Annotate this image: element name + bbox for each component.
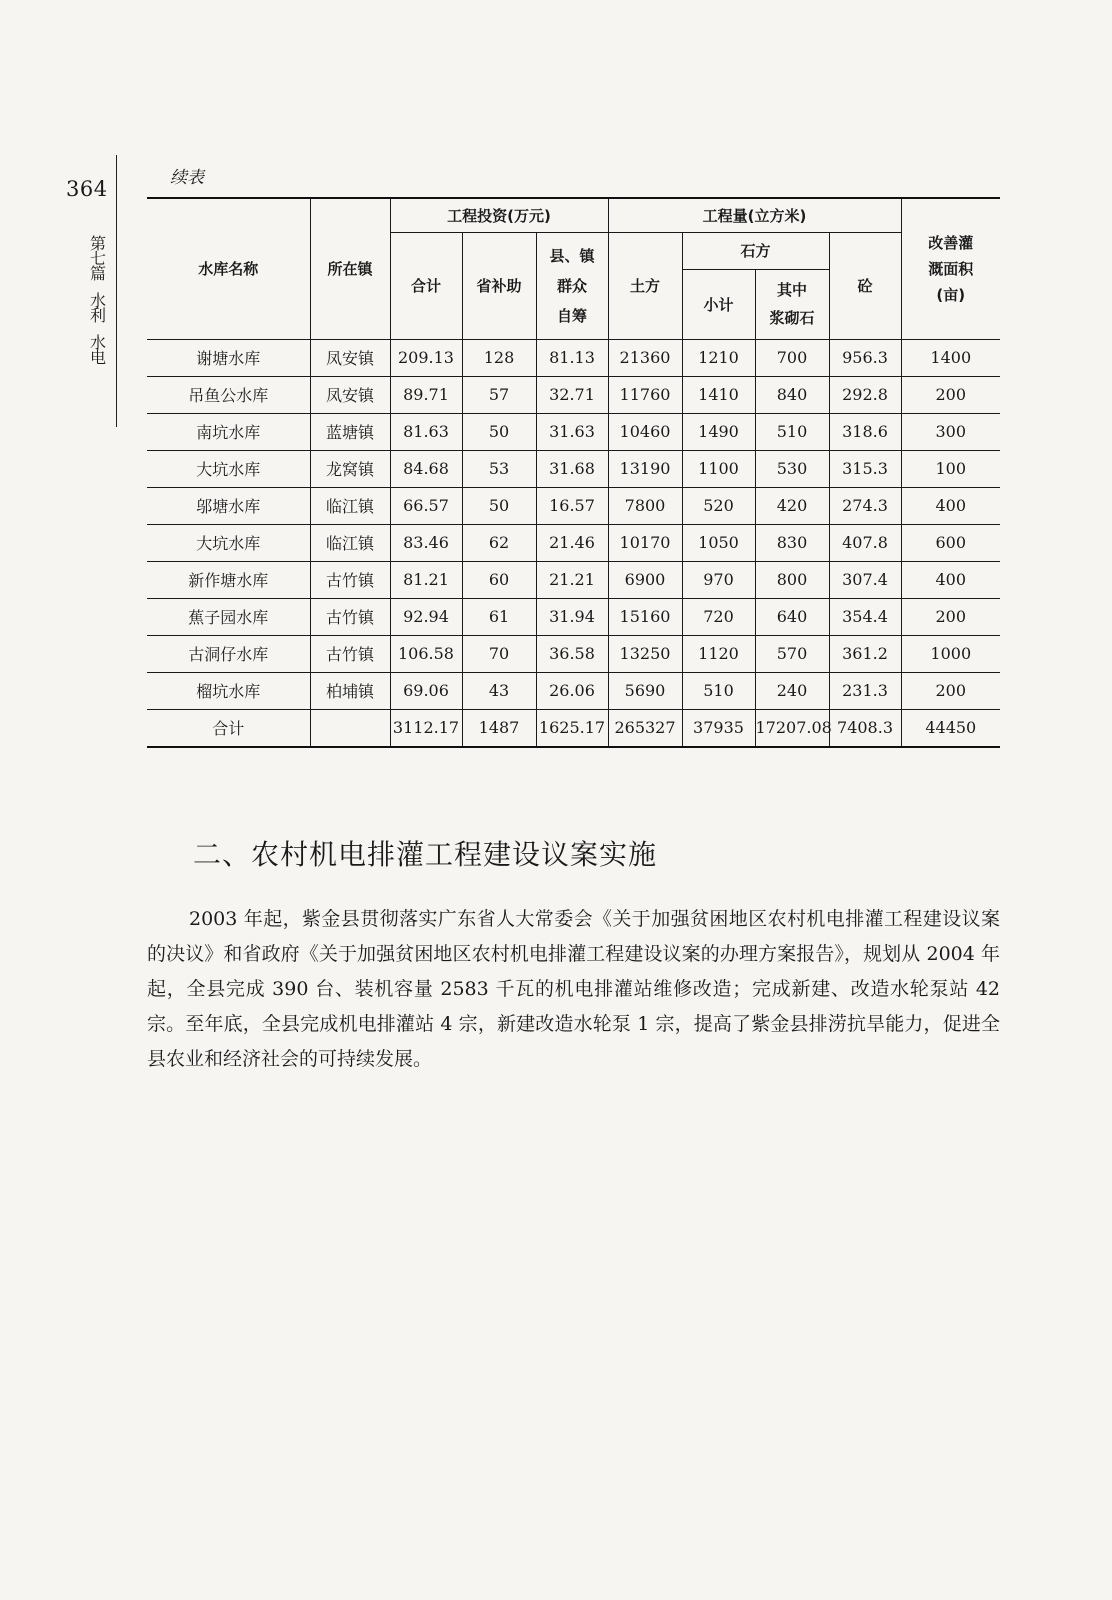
cell-stone-subtotal: 510 — [682, 672, 755, 709]
cell-earth: 10460 — [608, 413, 682, 450]
cell-concrete: 354.4 — [829, 598, 901, 635]
header-town: 所在镇 — [310, 198, 390, 339]
cell-name: 蕉子园水库 — [147, 598, 310, 635]
table-row — [147, 487, 1000, 524]
cell-self-raised: 16.57 — [536, 487, 608, 524]
table-row — [147, 672, 1000, 709]
cell-concrete: 956.3 — [829, 339, 901, 376]
cell-masonry: 800 — [755, 561, 829, 598]
cell-provincial: 50 — [462, 487, 536, 524]
cell-irrigation: 1400 — [901, 339, 1000, 376]
cell-concrete: 274.3 — [829, 487, 901, 524]
cell-town: 龙窝镇 — [310, 450, 390, 487]
cell-self-raised: 26.06 — [536, 672, 608, 709]
header-stone-subtotal: 小计 — [682, 269, 755, 339]
header-name: 水库名称 — [147, 198, 310, 339]
cell-irrigation: 400 — [901, 561, 1000, 598]
cell-town: 古竹镇 — [310, 635, 390, 672]
table-row — [147, 376, 1000, 413]
cell-irrigation: 200 — [901, 672, 1000, 709]
chapter-side-label — [78, 236, 118, 365]
side-label-char: 电 — [89, 348, 106, 367]
cell-town: 古竹镇 — [310, 598, 390, 635]
cell-stone-subtotal: 1120 — [682, 635, 755, 672]
cell-name: 合计 — [147, 709, 310, 747]
cell-earth: 13190 — [608, 450, 682, 487]
side-label-char: 七 — [89, 249, 106, 268]
cell-town: 临江镇 — [310, 524, 390, 561]
cell-name: 大坑水库 — [147, 450, 310, 487]
table-caption: 续表 — [170, 168, 204, 188]
cell-total: 209.13 — [390, 339, 462, 376]
cell-town: 凤安镇 — [310, 339, 390, 376]
table-row — [147, 635, 1000, 672]
cell-self-raised: 1625.17 — [536, 709, 608, 747]
table-row — [147, 598, 1000, 635]
cell-concrete: 315.3 — [829, 450, 901, 487]
table-row — [147, 339, 1000, 376]
cell-earth: 6900 — [608, 561, 682, 598]
cell-self-raised: 21.21 — [536, 561, 608, 598]
cell-total: 92.94 — [390, 598, 462, 635]
cell-concrete: 407.8 — [829, 524, 901, 561]
header-provincial: 省补助 — [462, 232, 536, 339]
cell-provincial: 70 — [462, 635, 536, 672]
cell-earth: 10170 — [608, 524, 682, 561]
cell-provincial: 60 — [462, 561, 536, 598]
cell-earth: 265327 — [608, 709, 682, 747]
cell-provincial: 50 — [462, 413, 536, 450]
cell-name: 南坑水库 — [147, 413, 310, 450]
cell-total: 83.46 — [390, 524, 462, 561]
cell-earth: 5690 — [608, 672, 682, 709]
cell-town — [310, 709, 390, 747]
body-paragraph: 2003 年起，紫金县贯彻落实广东省人大常委会《关于加强贫困地区农村机电排灌工程建设议案的决议》和省政府《关于加强贫困地区农村机电排灌工程建设议案的办理方案报告》，规划从 2004 年起，全县完成 390 台、装机容量 2583 千瓦的机电排灌站维修改造；完成新建、改造水轮泵站 42 宗。至年底，全县完成机电排灌站 4 宗，新建改造水轮泵 1 宗，提高了紫金县排涝抗旱能力，促进全县农业和经济社会的可持续发展。 — [147, 908, 1000, 1070]
cell-name: 榴坑水库 — [147, 672, 310, 709]
header-self-raised: 县、镇 群众 自筹 — [536, 232, 608, 339]
cell-stone-subtotal: 1490 — [682, 413, 755, 450]
cell-self-raised: 21.46 — [536, 524, 608, 561]
cell-masonry: 17207.08 — [755, 709, 829, 747]
cell-concrete: 307.4 — [829, 561, 901, 598]
cell-total: 3112.17 — [390, 709, 462, 747]
table-row — [147, 561, 1000, 598]
cell-stone-subtotal: 720 — [682, 598, 755, 635]
side-label-char: 第 — [89, 234, 106, 253]
cell-self-raised: 31.94 — [536, 598, 608, 635]
cell-stone-subtotal: 970 — [682, 561, 755, 598]
cell-irrigation: 100 — [901, 450, 1000, 487]
cell-earth: 13250 — [608, 635, 682, 672]
cell-earth: 21360 — [608, 339, 682, 376]
cell-irrigation: 200 — [901, 376, 1000, 413]
cell-self-raised: 36.58 — [536, 635, 608, 672]
cell-stone-subtotal: 1410 — [682, 376, 755, 413]
side-label-char: 篇 — [89, 264, 106, 283]
cell-stone-subtotal: 1210 — [682, 339, 755, 376]
cell-name: 大坑水库 — [147, 524, 310, 561]
cell-masonry: 240 — [755, 672, 829, 709]
cell-name: 新作塘水库 — [147, 561, 310, 598]
cell-irrigation: 300 — [901, 413, 1000, 450]
cell-town: 凤安镇 — [310, 376, 390, 413]
side-label-char: 水 — [89, 333, 106, 352]
header-concrete: 砼 — [829, 232, 901, 339]
side-label-char: 水 — [89, 291, 106, 310]
cell-provincial: 43 — [462, 672, 536, 709]
cell-total: 69.06 — [390, 672, 462, 709]
cell-town: 蓝塘镇 — [310, 413, 390, 450]
header-total: 合计 — [390, 232, 462, 339]
header-quantity: 工程量(立方米) — [608, 198, 901, 232]
cell-earth: 11760 — [608, 376, 682, 413]
cell-masonry: 700 — [755, 339, 829, 376]
cell-total: 89.71 — [390, 376, 462, 413]
cell-irrigation: 400 — [901, 487, 1000, 524]
cell-stone-subtotal: 37935 — [682, 709, 755, 747]
cell-self-raised: 31.68 — [536, 450, 608, 487]
cell-self-raised: 31.63 — [536, 413, 608, 450]
cell-total: 66.57 — [390, 487, 462, 524]
cell-concrete: 361.2 — [829, 635, 901, 672]
cell-stone-subtotal: 1100 — [682, 450, 755, 487]
cell-masonry: 510 — [755, 413, 829, 450]
cell-total: 106.58 — [390, 635, 462, 672]
cell-stone-subtotal: 520 — [682, 487, 755, 524]
cell-concrete: 231.3 — [829, 672, 901, 709]
cell-self-raised: 32.71 — [536, 376, 608, 413]
cell-town: 柏埔镇 — [310, 672, 390, 709]
cell-provincial: 128 — [462, 339, 536, 376]
cell-name: 古洞仔水库 — [147, 635, 310, 672]
header-investment: 工程投资(万元) — [390, 198, 608, 232]
cell-concrete: 318.6 — [829, 413, 901, 450]
table-row — [147, 524, 1000, 561]
side-label-char: 利 — [89, 306, 106, 325]
table-row — [147, 413, 1000, 450]
cell-provincial: 53 — [462, 450, 536, 487]
cell-self-raised: 81.13 — [536, 339, 608, 376]
cell-masonry: 530 — [755, 450, 829, 487]
cell-town: 临江镇 — [310, 487, 390, 524]
header-irrigation: 改善灌 溉面积 (亩) — [901, 198, 1000, 339]
cell-name: 吊鱼公水库 — [147, 376, 310, 413]
cell-name: 谢塘水库 — [147, 339, 310, 376]
cell-name: 邬塘水库 — [147, 487, 310, 524]
cell-stone-subtotal: 1050 — [682, 524, 755, 561]
cell-total: 84.68 — [390, 450, 462, 487]
cell-masonry: 640 — [755, 598, 829, 635]
cell-total: 81.21 — [390, 561, 462, 598]
cell-irrigation: 600 — [901, 524, 1000, 561]
cell-provincial: 1487 — [462, 709, 536, 747]
cell-provincial: 57 — [462, 376, 536, 413]
cell-irrigation: 44450 — [901, 709, 1000, 747]
cell-irrigation: 1000 — [901, 635, 1000, 672]
cell-concrete: 7408.3 — [829, 709, 901, 747]
cell-masonry: 570 — [755, 635, 829, 672]
cell-provincial: 61 — [462, 598, 536, 635]
cell-irrigation: 200 — [901, 598, 1000, 635]
cell-earth: 15160 — [608, 598, 682, 635]
total-row — [147, 709, 1000, 747]
cell-total: 81.63 — [390, 413, 462, 450]
table-row — [147, 450, 1000, 487]
cell-concrete: 292.8 — [829, 376, 901, 413]
header-earth: 土方 — [608, 232, 682, 339]
cell-earth: 7800 — [608, 487, 682, 524]
section-heading: 二、农村机电排灌工程建设议案实施 — [193, 838, 658, 871]
cell-masonry: 830 — [755, 524, 829, 561]
header-stone: 石方 — [682, 232, 829, 269]
header-masonry: 其中 浆砌石 — [755, 269, 829, 339]
reservoir-table — [147, 197, 1000, 748]
page-number: 364 — [66, 177, 108, 201]
cell-town: 古竹镇 — [310, 561, 390, 598]
cell-masonry: 840 — [755, 376, 829, 413]
cell-masonry: 420 — [755, 487, 829, 524]
cell-provincial: 62 — [462, 524, 536, 561]
